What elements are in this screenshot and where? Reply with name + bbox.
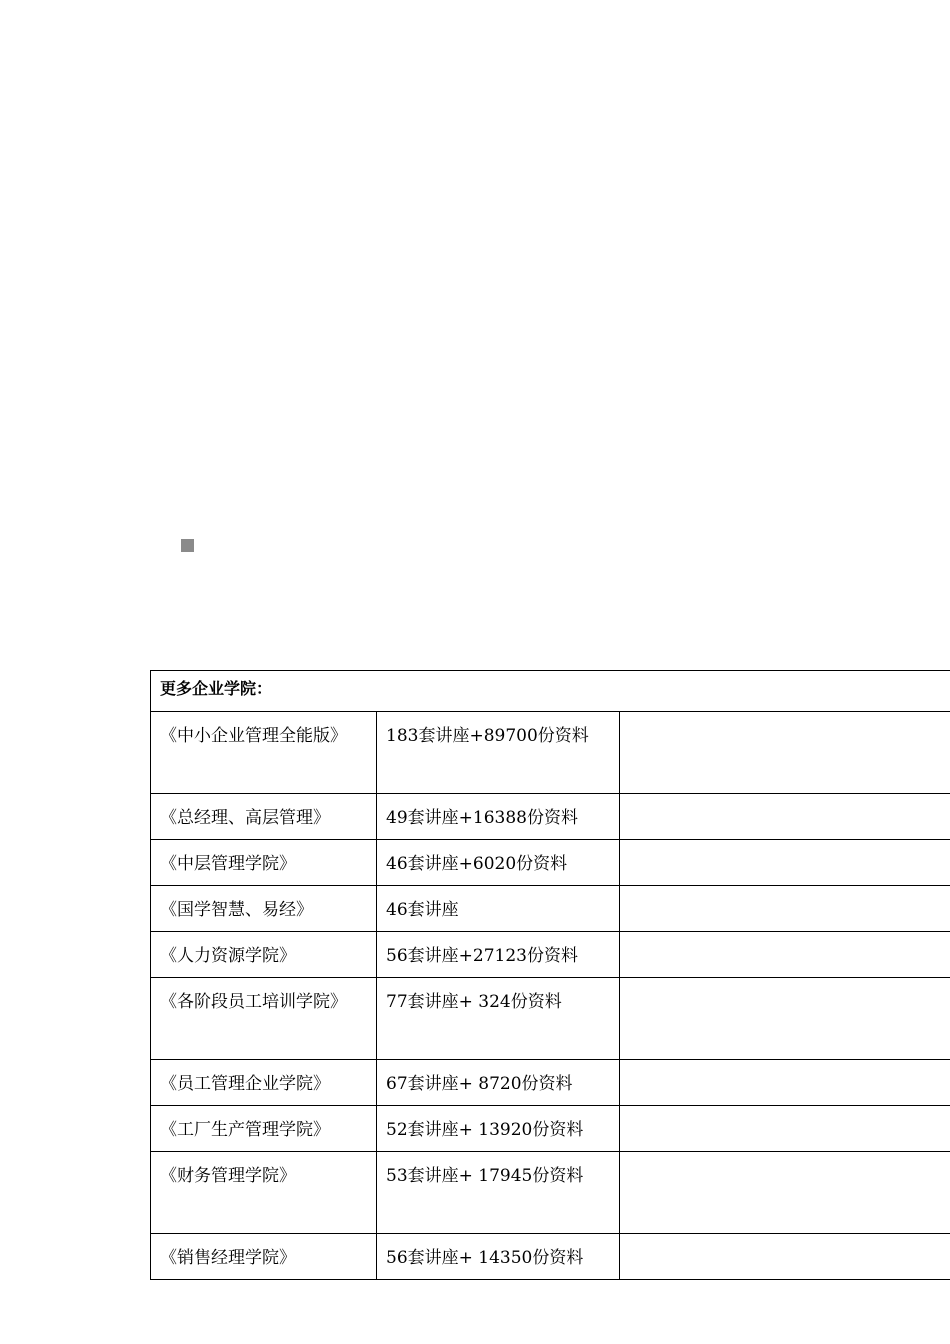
table-row bbox=[151, 1106, 950, 1152]
academy-extra-cell bbox=[620, 794, 950, 840]
table-header-cell: 更多企业学院： bbox=[151, 671, 950, 712]
academy-count-cell: 56套讲座+ 14350份资料 bbox=[377, 1234, 620, 1280]
academy-extra-cell bbox=[620, 1106, 950, 1152]
table-row bbox=[151, 886, 950, 932]
table-row bbox=[151, 978, 950, 1060]
table-row bbox=[151, 932, 950, 978]
academy-extra-cell bbox=[620, 840, 950, 886]
table-row bbox=[151, 1234, 950, 1280]
academy-extra-cell bbox=[620, 978, 950, 1060]
table-row bbox=[151, 1060, 950, 1106]
academy-extra-cell bbox=[620, 1152, 950, 1234]
academy-count-cell: 46套讲座 bbox=[377, 886, 620, 932]
table-row bbox=[151, 840, 950, 886]
academy-count-cell: 53套讲座+ 17945份资料 bbox=[377, 1152, 620, 1234]
academy-count-cell: 56套讲座+27123份资料 bbox=[377, 932, 620, 978]
academy-name-cell: 《员工管理企业学院》 bbox=[151, 1060, 377, 1106]
academy-extra-cell bbox=[620, 712, 950, 794]
table-header-row bbox=[151, 671, 950, 712]
academy-name-cell: 《人力资源学院》 bbox=[151, 932, 377, 978]
academy-name-cell: 《工厂生产管理学院》 bbox=[151, 1106, 377, 1152]
academy-name-cell: 《中层管理学院》 bbox=[151, 840, 377, 886]
table-row bbox=[151, 794, 950, 840]
table-row bbox=[151, 1152, 950, 1234]
academy-extra-cell bbox=[620, 1060, 950, 1106]
academy-name-cell: 《财务管理学院》 bbox=[151, 1152, 377, 1234]
square-bullet-icon bbox=[181, 539, 194, 552]
academy-list-table bbox=[150, 670, 950, 1280]
academy-name-cell: 《中小企业管理全能版》 bbox=[151, 712, 377, 794]
academy-extra-cell bbox=[620, 1234, 950, 1280]
academy-extra-cell bbox=[620, 932, 950, 978]
academy-name-cell: 《各阶段员工培训学院》 bbox=[151, 978, 377, 1060]
academy-count-cell: 77套讲座+ 324份资料 bbox=[377, 978, 620, 1060]
academy-extra-cell bbox=[620, 886, 950, 932]
academy-name-cell: 《销售经理学院》 bbox=[151, 1234, 377, 1280]
academy-count-cell: 52套讲座+ 13920份资料 bbox=[377, 1106, 620, 1152]
academy-count-cell: 46套讲座+6020份资料 bbox=[377, 840, 620, 886]
academy-count-cell: 183套讲座+89700份资料 bbox=[377, 712, 620, 794]
academy-count-cell: 67套讲座+ 8720份资料 bbox=[377, 1060, 620, 1106]
academy-name-cell: 《总经理、高层管理》 bbox=[151, 794, 377, 840]
academy-name-cell: 《国学智慧、易经》 bbox=[151, 886, 377, 932]
table-row bbox=[151, 712, 950, 794]
academy-count-cell: 49套讲座+16388份资料 bbox=[377, 794, 620, 840]
